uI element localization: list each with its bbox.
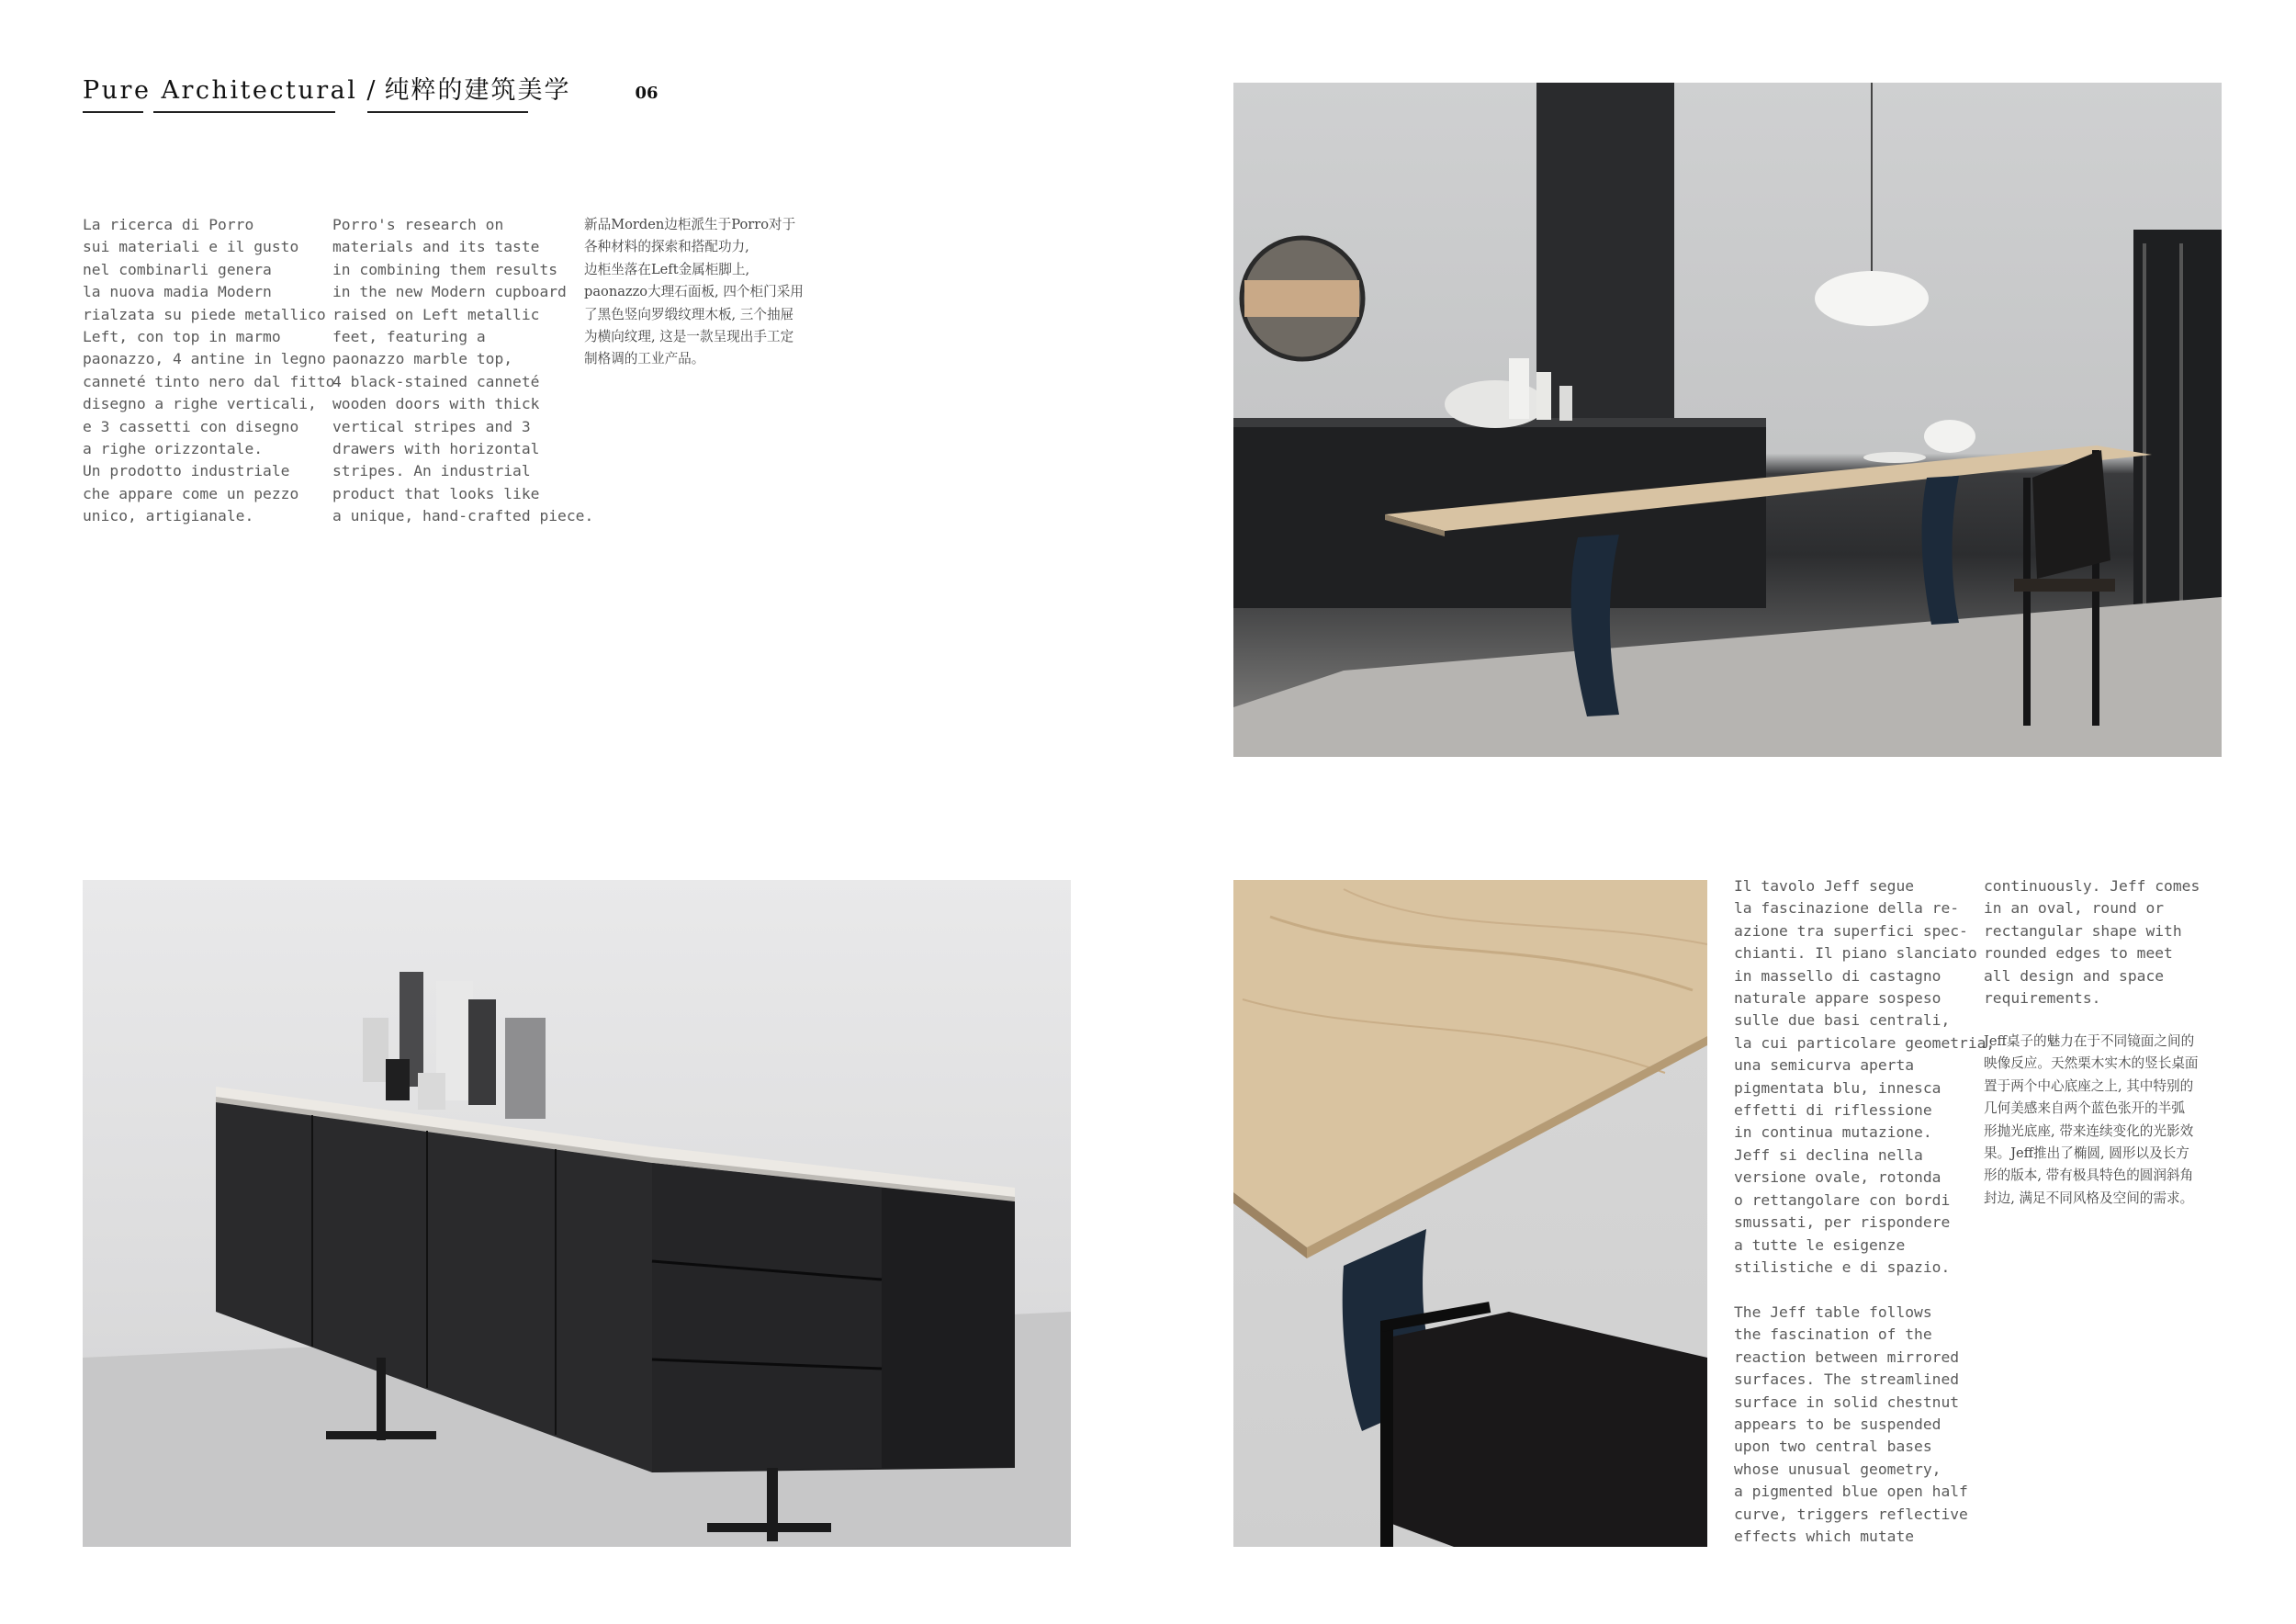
header-rule — [367, 111, 528, 113]
dining-room-photo — [1233, 83, 2222, 757]
intro-text-english: Porro's research on materials and its taste in combining them results in the new Modern cupboard raised on Left metallic feet, featuring a paonazzo marble top, 4 black-stained canneté wooden doors with thick vertical stripes and 3 drawers with horizontal stripes. An industrial product that looks like a unique, hand-crafted piece. — [332, 216, 594, 525]
jeff-text-chinese: Jeff桌子的魅力在于不同镜面之间的 映像反应。天然栗木实木的竖长桌面 置于两个中心底座之上, 其中特别的 几何美感来自两个蓝色张开的半弧 形抛光底座, 带来连续变化的光影效 果。Jeff推出了椭圆, 圆形以及长方 形的版本, 带有极具特色的圆润斜角 封边, 满足不同风格及空间的需求。 — [1984, 1033, 2199, 1206]
page-header — [83, 70, 658, 116]
page-number: 06 — [635, 84, 658, 103]
title-separator: / — [366, 76, 376, 105]
table-detail-photo — [1233, 880, 1707, 1547]
jeff-text-english: The Jeff table follows the fascination of the reaction between mirrored surfaces. The streamlined surface in solid chestnut appears to be suspended upon two central bases whose unusual geometry, a pigmented blue open half curve, triggers reflective effects which mutate — [1734, 1303, 1968, 1546]
intro-text-chinese: 新品Morden边柜派生于Porro对于 各种材料的探索和搭配功力, 边柜坐落在Left金属柜脚上, paonazzo大理石面板, 四个柜门采用 了黑色竖向罗缎纹理木板, 三个抽屉 为横向纹理, 这是一款呈现出手工定 制格调的工业产品。 — [584, 217, 804, 367]
sideboard-photo — [83, 880, 1071, 1547]
section-title-chinese: 纯粹的建筑美学 — [384, 76, 571, 105]
jeff-text-italian: Il tavolo Jeff segue la fascinazione della re- azione tra superfici spec- chianti. Il piano slanciato in massello di castagno naturale appare sospeso sulle due basi centrali, la cui particolare geometria, una semicurva aperta pigmentata blu, innesca effetti di riflessione in continua mutazione. Jeff si declina nella versione ovale, rotonda o rettangolare con bordi smussati, per rispondere a tutte le esigenze stilistiche e di spazio. — [1734, 877, 1996, 1276]
intro-text-italian: La ricerca di Porro sui materiali e il gusto nel combinarli genera la nuova madia Modern rialzata su piede metallico Left, con top in marmo paonazzo, 4 antine in legno canneté tinto nero dal fitto disegno a righe verticali, e 3 cassetti con disegno a righe orizzontale. Un prodotto industriale che appare come un pezzo unico, artigianale. — [83, 216, 335, 525]
section-title: Pure Architectural — [83, 76, 358, 105]
jeff-text-english-continued: continuously. Jeff comes in an oval, round or rectangular shape with rounded edges to meet all design and space requirements. — [1984, 877, 2200, 1008]
header-rule — [153, 111, 335, 113]
header-rule — [83, 111, 143, 113]
